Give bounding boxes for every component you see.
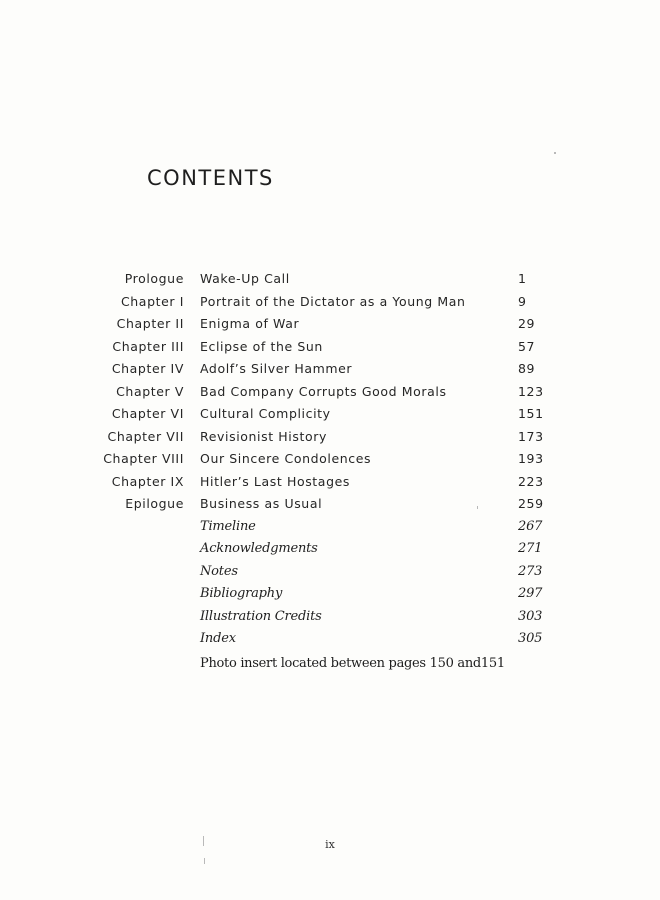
toc-entry-title: Illustration Credits (200, 608, 322, 624)
toc-section-label: Chapter I (120, 293, 184, 309)
toc-section-label: Chapter VII (107, 428, 184, 444)
toc-entry-title: Adolf’s Silver Hammer (200, 361, 353, 376)
toc-section-label: Chapter V (116, 383, 184, 399)
toc-row (0, 358, 660, 381)
toc-row (0, 448, 660, 471)
toc-row-back-matter (0, 561, 660, 584)
toc-entry-title: Index (200, 631, 236, 646)
toc-row (0, 313, 660, 336)
toc-page-number: 123 (518, 383, 544, 399)
toc-entry-title: Portrait of the Dictator as a Young Man (200, 293, 466, 309)
toc-row (0, 381, 660, 404)
toc-row-back-matter (0, 516, 660, 539)
toc-entry-title: Acknowledgments (200, 541, 318, 556)
toc-entry-title: Hitler’s Last Hostages (200, 473, 351, 489)
table-of-contents (0, 268, 660, 651)
toc-row (0, 403, 660, 426)
toc-row-back-matter (0, 628, 660, 651)
paper-speck (477, 506, 478, 509)
toc-entry-title: Bad Company Corrupts Good Morals (200, 383, 447, 399)
toc-row-back-matter (0, 606, 660, 629)
toc-entry-title: Bibliography (200, 586, 283, 601)
toc-section-label: Chapter IX (111, 473, 184, 489)
toc-section-label: Chapter III (112, 338, 184, 354)
paper-speck (203, 836, 204, 846)
toc-row (0, 493, 660, 516)
toc-row (0, 336, 660, 359)
toc-entry-title: Eclipse of the Sun (200, 338, 323, 354)
toc-page-number: 9 (518, 293, 527, 309)
toc-section-label: Chapter VIII (103, 451, 184, 466)
toc-section-label: Chapter II (116, 316, 184, 331)
toc-page-number: 303 (518, 608, 543, 624)
toc-page-number: 223 (518, 473, 544, 489)
photo-insert-note: Photo insert located between pages 150 and151 (200, 656, 505, 671)
toc-page-number: 89 (518, 361, 536, 376)
toc-page-number: 29 (518, 316, 536, 331)
toc-row-back-matter (0, 583, 660, 606)
toc-page-number: 273 (518, 563, 543, 579)
toc-entry-title: Timeline (200, 518, 256, 534)
toc-page-number: 271 (518, 541, 543, 556)
toc-entry-title: Enigma of War (200, 316, 300, 331)
toc-page-number: 57 (518, 338, 536, 354)
toc-page-number: 259 (518, 496, 544, 511)
paper-speck (204, 858, 205, 864)
toc-section-label: Chapter VI (111, 406, 184, 421)
toc-entry-title: Our Sincere Condolences (200, 451, 372, 466)
toc-page-number: 193 (518, 451, 544, 466)
toc-row (0, 426, 660, 449)
toc-page-number: 267 (518, 518, 543, 534)
toc-page-number: 305 (518, 631, 543, 646)
toc-entry-title: Cultural Complicity (200, 406, 331, 421)
toc-page-number: 297 (518, 586, 543, 601)
paper-speck (554, 152, 556, 154)
page-number: ix (325, 838, 335, 851)
toc-section-label: Chapter IV (111, 361, 184, 376)
toc-row (0, 291, 660, 314)
toc-row-back-matter (0, 538, 660, 561)
toc-page-number: 1 (518, 271, 527, 286)
toc-entry-title: Wake-Up Call (200, 271, 290, 286)
toc-entry-title: Notes (200, 563, 238, 579)
toc-section-label: Epilogue (125, 496, 184, 511)
toc-section-label: Prologue (124, 271, 184, 286)
toc-page-number: 173 (518, 428, 544, 444)
toc-row (0, 471, 660, 494)
toc-page-number: 151 (518, 406, 544, 421)
toc-row (0, 268, 660, 291)
toc-entry-title: Business as Usual (200, 496, 323, 511)
toc-entry-title: Revisionist History (200, 428, 327, 444)
page-title: CONTENTS (147, 166, 274, 190)
